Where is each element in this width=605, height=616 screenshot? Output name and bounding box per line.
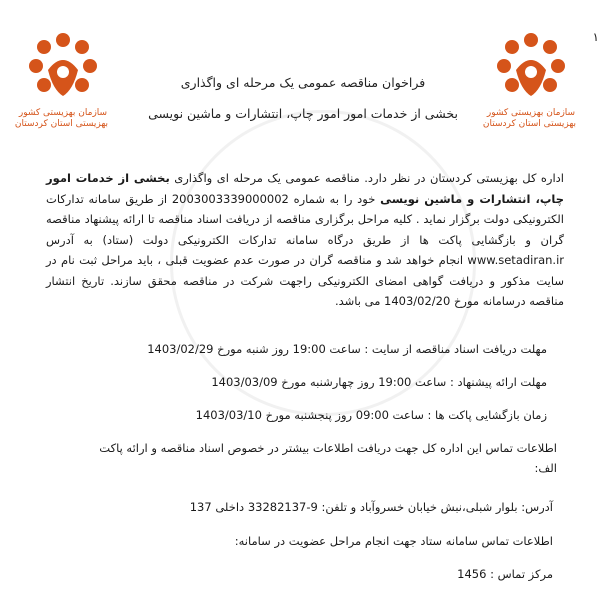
logo-text-bottom: بهزیستی استان کردستان [482,119,576,129]
contact-intro-item: الف: [534,461,557,475]
notice-body-paragraph [46,168,564,312]
logo-text-top: سازمان بهزیستی کشور [486,108,576,118]
notice-title: فراخوان مناقصه عمومی یک مرحله ای واگذاری [180,75,426,90]
document-deadline: مهلت دریافت اسناد مناقصه از سایت : ساعت 19:00 روز شنبه مورخ 1403/02/29 [147,342,547,356]
logo-text-top: سازمان بهزیستی کشور [18,108,108,118]
behzisti-emblem-icon [486,30,576,108]
call-center-number: مرکز تماس : 1456 [457,567,553,581]
body-text-bold-service: بخشی از خدمات امور چاپ، انتشارات و ماشین نویسی [46,171,565,206]
logo-text-bottom: بهزیستی استان کردستان [14,119,108,129]
contact-intro: اطلاعات تماس این اداره کل جهت دریافت اطلاعات بیشتر در خصوص اسناد مناقصه و ارائه پاکت [99,441,557,455]
opening-time: زمان بازگشایی پاکت ها : ساعت 09:00 روز پنجشنبه مورخ 1403/03/10 [195,408,547,422]
corner-mark: ١ [592,30,599,44]
body-text-part-a: اداره کل بهزیستی کردستان در نظر دارد. مناقصه عمومی یک مرحله ای واگذاری [169,171,564,185]
behzisti-emblem-icon [18,30,108,108]
setad-contact-heading: اطلاعات تماس سامانه ستاد جهت انجام مراحل عضویت در سامانه: [234,534,553,548]
notice-subtitle: بخشی از خدمات امور امور چاپ، انتشارات و ماشین نویسی [148,106,458,121]
office-address: آدرس: بلوار شبلی،نبش خیابان خسروآباد و تلفن: 9-33282137 داخلی 137 [189,500,553,514]
logo-left [14,30,108,140]
body-text-part-c: خود را به شماره 2003003339000002 از طریق سامانه تدارکات الکترونیکی دولت برگزار نماید . کلیه مراحل برگزاری مناقصه از دریافت اسناد مناقصه تا ارائه پیشنهاد مناقصه گران و بازگشایی پاکت ها از طریق درگاه سامانه تدارکات الکترونیکی دولت (ستاد) به آدرس www.setadiran.ir انجام خواهد شد و مناقصه گران در صورت عدم عضویت قبلی ، باید مراحل ثبت نام در سایت مذکور و دریافت گواهی امضای الکترونیکی راجهت شرکت در مناقصه محقق سازند. تاریخ انتشار مناقصه درسامانه مورخ 1403/02/20 می باشد. [46,191,564,308]
offer-deadline: مهلت ارائه پیشنهاد : ساعت 19:00 روز چهارشنبه مورخ 1403/03/09 [211,375,547,389]
logo-right [482,30,576,140]
